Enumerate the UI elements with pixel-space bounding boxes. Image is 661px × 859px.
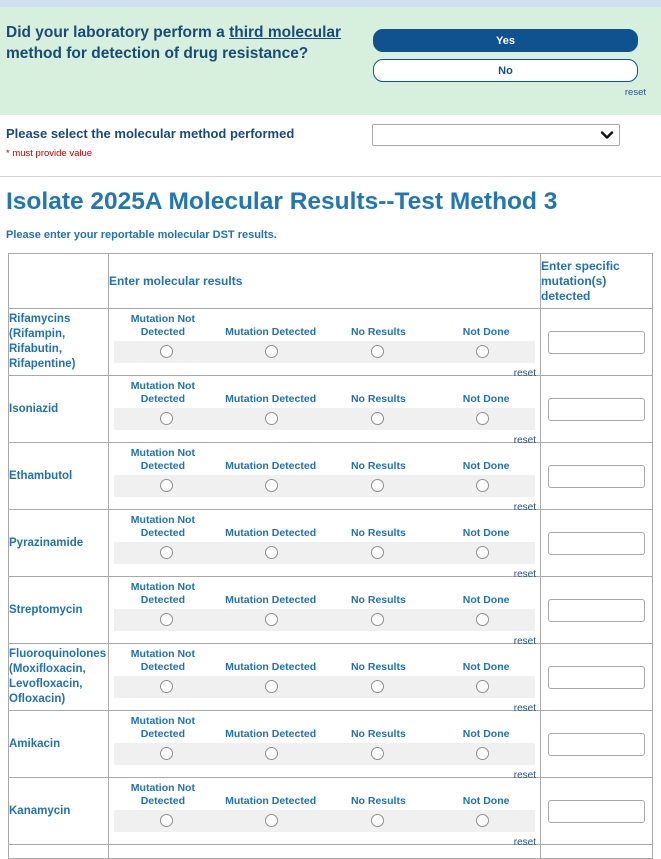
radio-option-label: Mutation Detected <box>225 728 317 740</box>
row-reset-link[interactable]: reset <box>513 837 536 848</box>
table-row <box>9 309 653 376</box>
radio-option-label: Mutation Not Detected <box>130 514 195 539</box>
result-radio[interactable] <box>265 814 278 827</box>
result-radio[interactable] <box>371 814 384 827</box>
method-select-row <box>0 115 661 177</box>
table-row <box>9 510 653 577</box>
mutation-input[interactable] <box>548 733 645 756</box>
radio-option <box>430 477 535 495</box>
radio-option <box>114 812 219 830</box>
table-row <box>9 778 653 845</box>
specific-mutation-header: Enter specific mutation(s) detected <box>541 254 653 309</box>
radio-option-label: Not Done <box>462 460 510 472</box>
row-reset-link[interactable]: reset <box>513 569 536 580</box>
results-cell <box>109 510 541 580</box>
result-radio[interactable] <box>265 412 278 425</box>
results-cell <box>109 376 541 446</box>
empty-header-cell <box>9 254 109 309</box>
results-cell <box>109 309 541 379</box>
question-underlined-term: third molecular <box>229 24 342 41</box>
table-row <box>9 443 653 510</box>
result-radio[interactable] <box>371 613 384 626</box>
radio-option <box>430 745 535 763</box>
radio-option-label: Mutation Not Detected <box>130 715 195 740</box>
result-radio[interactable] <box>265 479 278 492</box>
radio-option-label: Mutation Detected <box>225 527 317 539</box>
mutation-input[interactable] <box>548 398 645 421</box>
result-radio[interactable] <box>160 680 173 693</box>
radio-option <box>325 611 430 629</box>
row-reset-link[interactable]: reset <box>513 703 536 714</box>
results-cell <box>109 577 541 647</box>
radio-option <box>325 343 430 361</box>
radio-option-label: Mutation Detected <box>225 460 317 472</box>
reset-row <box>109 832 540 848</box>
reset-row <box>109 430 540 446</box>
radio-option-label: No Results <box>350 594 406 606</box>
radio-option <box>114 544 219 562</box>
drug-name-label: Streptomycin <box>9 577 109 644</box>
radio-option <box>430 611 535 629</box>
drug-name-label: Ethambutol <box>9 443 109 510</box>
table-header-row <box>9 254 653 309</box>
method-select-label: Please select the molecular method performed <box>6 126 295 141</box>
mutation-input[interactable] <box>548 532 645 555</box>
radio-option-labels <box>109 309 540 341</box>
mutation-input-cell <box>541 577 653 644</box>
radio-option-label: No Results <box>350 728 406 740</box>
radio-strip <box>114 676 535 698</box>
radio-option-label: No Results <box>350 460 406 472</box>
radio-option <box>219 678 324 696</box>
drug-name-label: Kanamycin <box>9 778 109 845</box>
radio-option <box>219 343 324 361</box>
radio-option-labels <box>109 778 540 810</box>
radio-option <box>114 477 219 495</box>
radio-option-label: Not Done <box>462 661 510 673</box>
radio-option-labels <box>109 510 540 542</box>
results-cell <box>109 778 541 848</box>
page-title: Isolate 2025A Molecular Results--Test Method 3 <box>6 188 558 215</box>
radio-option <box>325 745 430 763</box>
question-reset-link[interactable]: reset <box>624 87 646 98</box>
result-radio[interactable] <box>476 479 489 492</box>
radio-option-label: Mutation Detected <box>225 393 317 405</box>
radio-option <box>325 544 430 562</box>
radio-option-label: Mutation Detected <box>225 326 317 338</box>
table-row-cutoff <box>9 845 653 859</box>
result-radio[interactable] <box>160 546 173 559</box>
radio-option-labels <box>109 711 540 743</box>
drug-name-label: Isoniazid <box>9 376 109 443</box>
required-note: * must provide value <box>6 148 93 159</box>
radio-option <box>219 410 324 428</box>
radio-option-label: Mutation Detected <box>225 661 317 673</box>
radio-option-label: Not Done <box>462 527 510 539</box>
result-radio[interactable] <box>476 613 489 626</box>
radio-option-label: Mutation Not Detected <box>130 782 195 807</box>
result-radio[interactable] <box>476 814 489 827</box>
drug-name-label: Fluoroquinolones (Moxifloxacin, Levofloxacin, Ofloxacin) <box>9 644 109 711</box>
result-radio[interactable] <box>160 345 173 358</box>
result-radio[interactable] <box>476 680 489 693</box>
radio-option <box>325 477 430 495</box>
mutation-input-cell <box>541 711 653 778</box>
mutation-input[interactable] <box>548 465 645 488</box>
radio-strip <box>114 743 535 765</box>
radio-option <box>325 678 430 696</box>
radio-option <box>325 812 430 830</box>
radio-option-labels <box>109 376 540 408</box>
question-text <box>6 22 370 109</box>
molecular-results-header: Enter molecular results <box>109 254 541 309</box>
radio-option-label: Not Done <box>462 728 510 740</box>
radio-strip <box>114 408 535 430</box>
third-method-question-card <box>0 7 661 115</box>
results-cell <box>109 644 541 714</box>
radio-strip <box>114 475 535 497</box>
dst-results-table <box>8 253 653 859</box>
top-strip <box>0 0 661 7</box>
reset-row <box>109 698 540 714</box>
radio-option-label: No Results <box>350 661 406 673</box>
radio-strip <box>114 542 535 564</box>
table-row <box>9 376 653 443</box>
result-radio[interactable] <box>265 747 278 760</box>
radio-option-label: Not Done <box>462 594 510 606</box>
result-radio[interactable] <box>371 412 384 425</box>
radio-option-label: Mutation Not Detected <box>130 648 195 673</box>
radio-option <box>114 678 219 696</box>
table-row <box>9 711 653 778</box>
drug-name-label: Pyrazinamide <box>9 510 109 577</box>
radio-option <box>430 678 535 696</box>
table-row <box>9 577 653 644</box>
radio-option-labels <box>109 443 540 475</box>
result-radio[interactable] <box>160 412 173 425</box>
mutation-input-cell <box>541 644 653 711</box>
results-cell <box>109 443 541 513</box>
radio-option-label: Not Done <box>462 795 510 807</box>
result-radio[interactable] <box>476 747 489 760</box>
method-select[interactable] <box>372 124 620 146</box>
row-reset-link[interactable]: reset <box>513 636 536 647</box>
radio-option <box>114 410 219 428</box>
mutation-input-cell <box>541 309 653 376</box>
mutation-input-cell <box>541 443 653 510</box>
result-radio[interactable] <box>160 747 173 760</box>
radio-option-label: Not Done <box>462 393 510 405</box>
radio-option-label: Mutation Not Detected <box>130 581 195 606</box>
radio-option <box>219 544 324 562</box>
result-radio[interactable] <box>476 412 489 425</box>
reset-row <box>109 631 540 647</box>
drug-name-label: Rifamycins (Rifampin, Rifabutin, Rifapentine) <box>9 309 109 376</box>
result-radio[interactable] <box>265 680 278 693</box>
mutation-input-cell <box>541 510 653 577</box>
radio-option-label: No Results <box>350 527 406 539</box>
radio-strip <box>114 609 535 631</box>
radio-option <box>114 611 219 629</box>
radio-option-label: Not Done <box>462 326 510 338</box>
radio-option-label: Mutation Detected <box>225 594 317 606</box>
result-radio[interactable] <box>371 546 384 559</box>
page-subtitle: Please enter your reportable molecular DST results. <box>6 229 277 241</box>
radio-option-labels <box>109 644 540 676</box>
reset-row <box>109 363 540 379</box>
row-reset-link[interactable]: reset <box>513 368 536 379</box>
result-radio[interactable] <box>160 479 173 492</box>
radio-option-labels <box>109 577 540 609</box>
radio-option <box>430 343 535 361</box>
radio-option-label: Mutation Not Detected <box>130 313 195 338</box>
reset-row <box>109 497 540 513</box>
mutation-input[interactable] <box>548 800 645 823</box>
result-radio[interactable] <box>371 747 384 760</box>
mutation-input[interactable] <box>548 599 645 622</box>
radio-option-label: Mutation Not Detected <box>130 447 195 472</box>
reset-row <box>109 765 540 781</box>
row-reset-link[interactable]: reset <box>513 435 536 446</box>
radio-option <box>325 410 430 428</box>
mutation-input[interactable] <box>548 331 645 354</box>
radio-option-label: Mutation Not Detected <box>130 380 195 405</box>
results-cell <box>109 711 541 781</box>
result-radio[interactable] <box>371 680 384 693</box>
radio-option <box>430 410 535 428</box>
radio-option-label: Mutation Detected <box>225 795 317 807</box>
result-radio[interactable] <box>476 345 489 358</box>
drug-name-label: Amikacin <box>9 711 109 778</box>
radio-option <box>114 343 219 361</box>
reset-row <box>109 564 540 580</box>
radio-option <box>430 812 535 830</box>
radio-option <box>219 745 324 763</box>
radio-option-label: No Results <box>350 326 406 338</box>
yes-button[interactable]: Yes <box>373 29 638 52</box>
yes-no-choice-group <box>370 29 653 109</box>
radio-option <box>430 544 535 562</box>
radio-option <box>219 611 324 629</box>
radio-option-label: No Results <box>350 795 406 807</box>
row-reset-link[interactable]: reset <box>513 770 536 781</box>
question-prefix: Did your laboratory perform a <box>6 24 230 41</box>
row-reset-link[interactable]: reset <box>513 502 536 513</box>
radio-option <box>114 745 219 763</box>
mutation-input[interactable] <box>548 666 645 689</box>
result-radio[interactable] <box>265 613 278 626</box>
method-select-wrap <box>372 124 620 146</box>
result-radio[interactable] <box>160 613 173 626</box>
question-suffix: method for detection of drug resistance? <box>6 45 309 62</box>
result-radio[interactable] <box>160 814 173 827</box>
result-radio[interactable] <box>265 345 278 358</box>
radio-option <box>219 477 324 495</box>
radio-strip <box>114 341 535 363</box>
dst-table-body <box>9 254 653 859</box>
result-radio[interactable] <box>371 345 384 358</box>
table-row <box>9 644 653 711</box>
result-radio[interactable] <box>476 546 489 559</box>
no-button[interactable]: No <box>373 59 638 82</box>
radio-option-label: No Results <box>350 393 406 405</box>
result-radio[interactable] <box>265 546 278 559</box>
radio-option <box>219 812 324 830</box>
result-radio[interactable] <box>371 479 384 492</box>
mutation-input-cell <box>541 376 653 443</box>
mutation-input-cell <box>541 778 653 845</box>
radio-strip <box>114 810 535 832</box>
